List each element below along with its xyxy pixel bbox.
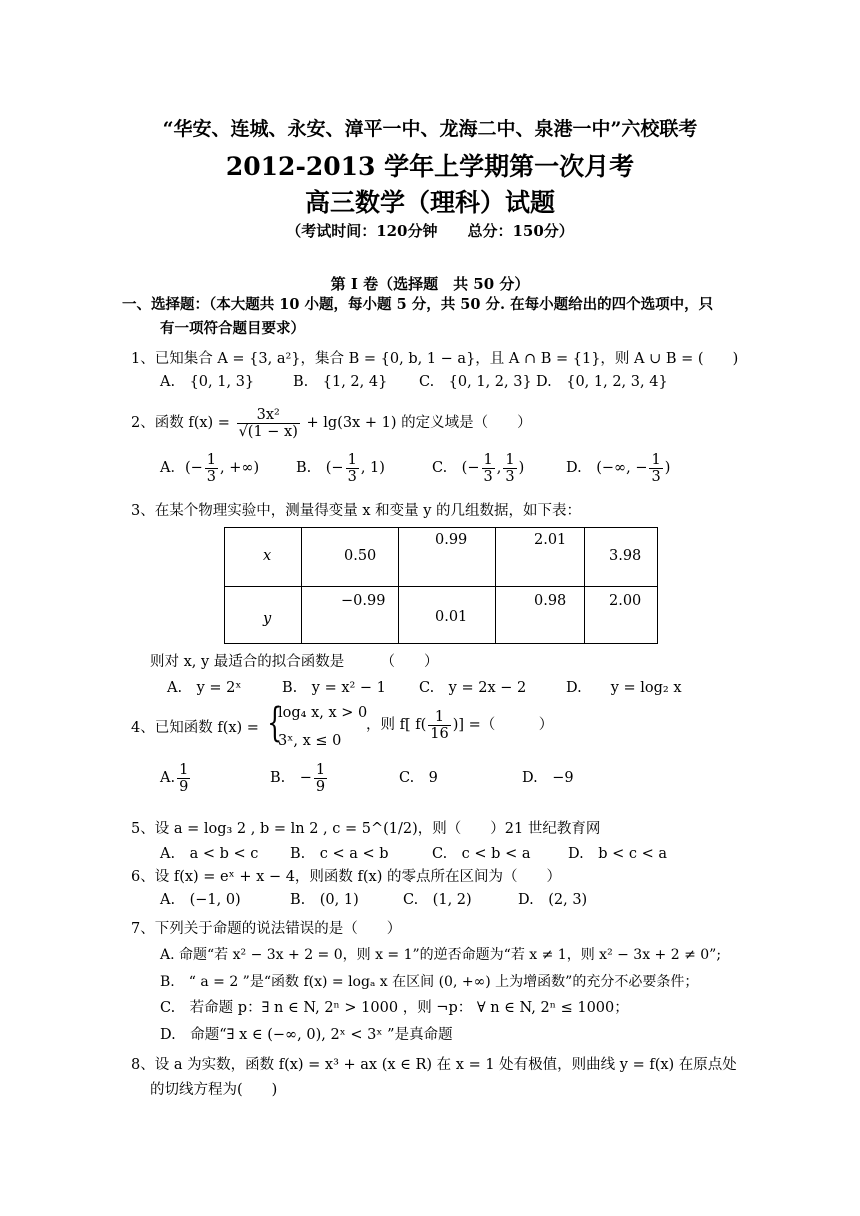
q5-stem: 5、设 a = log₃ 2 , b = ln 2 , c = 5^(1/2)，则（ ）21 世纪教育网 [131, 821, 601, 837]
q2-c-den2: 3 [505, 468, 515, 485]
q6-option-c: C. (1, 2) [403, 892, 472, 908]
cell-text: y [263, 611, 272, 627]
q3-option-c: C. y = 2x − 2 [419, 680, 527, 696]
q2-d-num: 1 [651, 451, 661, 468]
cell-text: 0.01 [435, 609, 468, 625]
q2-option-a [160, 450, 259, 486]
cell-text: 0.99 [435, 532, 468, 548]
table-row [225, 587, 658, 644]
q4-b-frac [314, 762, 327, 795]
q4-b-den: 9 [315, 778, 326, 795]
q5-option-c: C. c < b < a [432, 846, 531, 862]
table-cell [399, 587, 496, 644]
q6-option-d: D. (2, 3) [518, 892, 588, 908]
table-cell [496, 528, 585, 587]
table-cell [225, 528, 302, 587]
q2-stem-pre: 2、函数 f(x) = [131, 415, 230, 431]
q2-c-den1: 3 [483, 468, 493, 485]
cell-text: 0.50 [344, 548, 377, 564]
q2-a-post: , +∞) [220, 460, 260, 476]
table-cell [496, 587, 585, 644]
q2-b-post: , 1) [360, 460, 385, 476]
q2-stem [131, 402, 532, 444]
q2-numerator: 3x² [237, 407, 300, 424]
q4-option-b [270, 760, 329, 796]
q2-c-num2: 1 [505, 451, 515, 468]
q8-stem: 8、设 a 为实数，函数 f(x) = x³ + ax (x ∈ R) 在 x = 1 处有极值，则曲线 y = f(x) 在原点处 [131, 1057, 737, 1073]
q2-a-pre: A．(− [160, 460, 203, 476]
page-title: 高三数学（理科）试题 [304, 188, 555, 217]
q2-option-b [296, 450, 385, 486]
q8-stem-cont: 的切线方程为( ) [150, 1082, 278, 1098]
q4-option-a [160, 760, 192, 796]
q2-a-num: 1 [206, 451, 217, 468]
header-schools: “华安、连城、永安、漳平一中、龙海二中、泉港一中”六校联考 [162, 118, 698, 140]
q2-a-den: 3 [206, 468, 217, 485]
q3-stem: 3、在某个物理实验中，测量得变量 x 和变量 y 的几组数据，如下表： [131, 503, 582, 519]
q3-option-a: A. y = 2ˣ [167, 680, 242, 696]
section-instructions-cont: 有一项符合题目要求） [160, 320, 305, 337]
q1-stem: 1、已知集合 A = {3, a²}，集合 B = {0, b, 1 − a}，且 A ∩ B = {1}，则 A ∪ B = ( ) [131, 351, 739, 367]
q7-option-a: A. 命题“若 x² − 3x + 2 = 0，则 x = 1”的逆否命题为“若 x ≠ 1，则 x² − 3x + 2 ≠ 0”; [160, 947, 722, 963]
q4-option-d: D. −9 [522, 770, 574, 786]
q6-option-b: B. (0, 1) [290, 892, 359, 908]
q1-option-d: D. {0, 1, 2, 3, 4} [536, 374, 668, 390]
q4-numerator: 1 [428, 709, 450, 726]
q2-option-d [566, 450, 670, 486]
cell-text: 0.98 [534, 593, 567, 609]
q2-c-frac1 [482, 452, 495, 485]
q6-option-a: A. (−1, 0) [160, 892, 241, 908]
cell-text: −0.99 [341, 593, 386, 609]
section-instructions: 一、选择题：（本大题共 10 小题，每小题 5 分，共 50 分. 在每小题给出的四个选项中，只 [122, 296, 714, 313]
table-cell [302, 528, 399, 587]
q3-option-d: D. y = log₂ x [566, 680, 682, 696]
q7-stem: 7、下列关于命题的说法错误的是（ ） [131, 921, 402, 937]
q1-option-c: C. {0, 1, 2, 3} [419, 374, 532, 390]
q2-c-post: ) [518, 460, 525, 476]
cell-text: 2.01 [534, 532, 567, 548]
exam-info: （考试时间：120分钟 总分：150分） [286, 222, 574, 240]
q2-d-frac [649, 452, 662, 485]
table-cell [585, 587, 658, 644]
table-cell [302, 587, 399, 644]
q4-a-den: 9 [179, 778, 189, 795]
q4-mid: ，则 f[ f( [366, 717, 427, 733]
q4-b-label: B. − [270, 770, 312, 786]
q4-denominator: 16 [430, 725, 449, 742]
table-row [225, 528, 658, 587]
q2-b-den: 3 [347, 468, 357, 485]
q3-data-table [224, 527, 658, 644]
q4-brace: { [267, 700, 283, 746]
q2-d-pre: D. (−∞, − [566, 460, 648, 476]
q2-c-frac2 [503, 452, 516, 485]
q6-stem: 6、设 f(x) = eˣ + x − 4，则函数 f(x) 的零点所在区间为（ ） [131, 869, 561, 885]
q2-b-frac [346, 452, 359, 485]
q4-stem-pre: 4、已知函数 f(x) = [131, 720, 259, 736]
q3-question: 则对 x, y 最适合的拟合函数是 （ ） [150, 654, 439, 670]
q2-stem-post: + lg(3x + 1) 的定义域是（ ） [306, 415, 532, 431]
q1-option-b: B. {1, 2, 4} [293, 374, 388, 390]
q4-a-num: 1 [179, 761, 189, 778]
q4-a-frac [177, 762, 190, 795]
cell-text: 3.98 [609, 548, 642, 564]
q2-c-num1: 1 [483, 451, 493, 468]
q2-option-c [432, 450, 524, 486]
q7-option-b: B. “ a = 2 ”是“函数 f(x) = logₐ x 在区间 (0, +∞) 上为增函数”的充分不必要条件； [160, 974, 699, 990]
q7-option-d: D. 命题“∃ x ∈ (−∞, 0), 2ˣ < 3ˣ ”是真命题 [160, 1027, 453, 1043]
table-cell [225, 587, 302, 644]
q2-d-post: ) [664, 460, 671, 476]
header-term: 2012-2013 学年上学期第一次月考 [225, 152, 635, 181]
q5-option-a: A. a < b < c [160, 846, 259, 862]
q1-option-a: A. {0, 1, 3} [160, 374, 255, 390]
q2-c-mid: , [496, 460, 502, 476]
q2-b-pre: B. (− [296, 460, 344, 476]
q2-b-num: 1 [347, 451, 357, 468]
q4-option-c: C. 9 [399, 770, 438, 786]
table-cell [399, 528, 496, 587]
q4-case-2: 3ˣ, x ≤ 0 [278, 733, 342, 749]
cell-text: 2.00 [609, 593, 642, 609]
q5-option-b: B. c < a < b [290, 846, 389, 862]
q4-stem-post [366, 707, 553, 743]
q2-fraction [237, 407, 300, 440]
section-title: 第 I 卷（选择题 共 50 分） [330, 275, 530, 293]
cell-text: x [263, 548, 272, 564]
q2-denominator: √(1 − x) [238, 423, 298, 440]
q4-a-label: A. [160, 770, 176, 786]
q5-option-d: D. b < c < a [568, 846, 668, 862]
q2-c-pre: C. (− [432, 460, 480, 476]
q4-post: )] =（ ） [452, 717, 554, 733]
q4-b-num: 1 [315, 761, 326, 778]
q2-d-den: 3 [651, 468, 661, 485]
q2-a-frac [205, 452, 218, 485]
table-cell [585, 528, 658, 587]
q4-fraction [428, 709, 450, 742]
q7-option-c: C. 若命题 p：∃ n ∈ N, 2ⁿ > 1000 ，则 ¬p： ∀ n ∈ N, 2ⁿ ≤ 1000； [160, 1000, 629, 1016]
q3-option-b: B. y = x² − 1 [282, 680, 386, 696]
q4-case-1: log₄ x, x > 0 [278, 705, 368, 721]
